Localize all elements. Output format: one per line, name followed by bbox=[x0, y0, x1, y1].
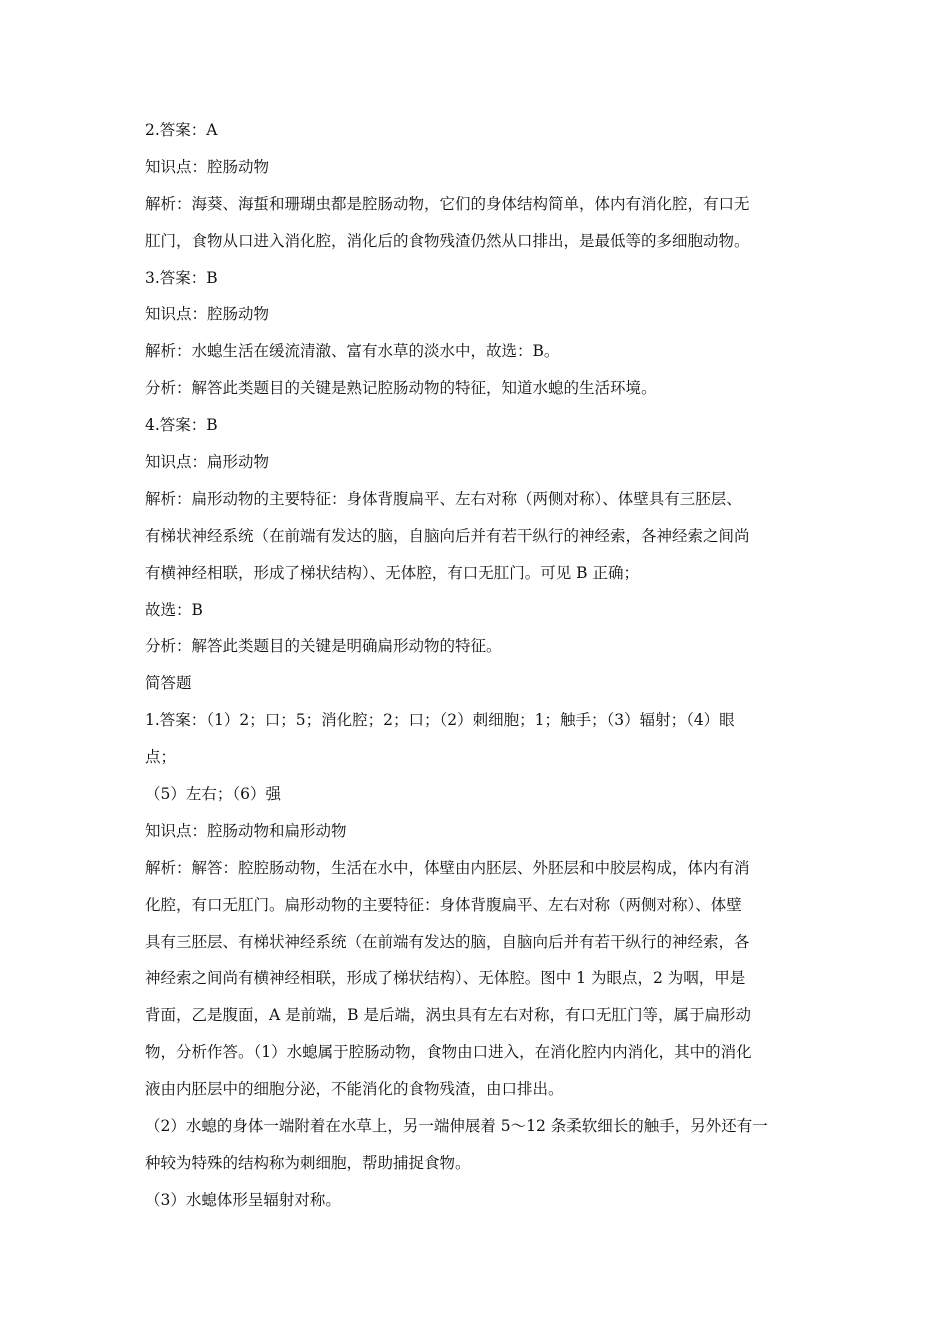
text-line: 化腔，有口无肛门。扁形动物的主要特征：身体背腹扁平、左右对称（两侧对称）、体壁 bbox=[145, 895, 742, 914]
text-line: 知识点：扁形动物 bbox=[145, 453, 270, 472]
text-line: 4.答案：B bbox=[145, 416, 218, 435]
text-line: 有梯状神经系统（在前端有发达的脑，自脑向后并有若干纵行的神经索，各神经索之间尚 bbox=[145, 526, 750, 545]
text-line: （2）水螅的身体一端附着在水草上，另一端伸展着 5～12 条柔软细长的触手，另外还有一 bbox=[145, 1117, 768, 1136]
text-line: 分析：解答此类题目的关键是明确扁形动物的特征。 bbox=[145, 637, 502, 656]
text-line: 具有三胚层、有梯状神经系统（在前端有发达的脑，自脑向后并有若干纵行的神经索，各 bbox=[145, 932, 750, 951]
text-line: 肛门，食物从口进入消化腔，消化后的食物残渣仍然从口排出，是最低等的多细胞动物。 bbox=[145, 231, 750, 250]
text-line: 解析：海葵、海蜇和珊瑚虫都是腔肠动物，它们的身体结构简单，体内有消化腔，有口无 bbox=[145, 194, 750, 213]
section-heading: 简答题 bbox=[145, 674, 192, 693]
text-line: 分析：解答此类题目的关键是熟记腔肠动物的特征，知道水螅的生活环境。 bbox=[145, 379, 657, 398]
text-line: （5）左右；（6）强 bbox=[145, 785, 281, 804]
text-line: 种较为特殊的结构称为刺细胞，帮助捕捉食物。 bbox=[145, 1153, 471, 1172]
text-line: 点； bbox=[145, 748, 177, 767]
text-line: （3）水螅体形呈辐射对称。 bbox=[145, 1190, 341, 1209]
document-page bbox=[145, 112, 810, 1219]
text-line: 解析：水螅生活在缓流清澈、富有水草的淡水中，故选：B。 bbox=[145, 342, 560, 361]
text-line: 故选：B bbox=[145, 600, 203, 619]
text-line: 1.答案：（1）2；口；5；消化腔；2；口；（2）刺细胞；1；触手；（3）辐射；（4）眼 bbox=[145, 711, 735, 730]
text-line: 解析：解答：腔腔肠动物，生活在水中，体壁由内胚层、外胚层和中胶层构成，体内有消 bbox=[145, 858, 750, 877]
text-line: 物，分析作答。（1）水螅属于腔肠动物，食物由口进入，在消化腔内内消化，其中的消化 bbox=[145, 1043, 752, 1062]
text-line: 解析：扁形动物的主要特征：身体背腹扁平、左右对称（两侧对称）、体壁具有三胚层、 bbox=[145, 489, 742, 508]
text-line: 2.答案：A bbox=[145, 121, 218, 139]
text-line: 液由内胚层中的细胞分泌，不能消化的食物残渣，由口排出。 bbox=[145, 1080, 564, 1099]
text-line: 神经索之间尚有横神经相联，形成了梯状结构）、无体腔。图中 1 为眼点，2 为咽，甲是 bbox=[145, 969, 746, 988]
text-line: 知识点：腔肠动物 bbox=[145, 157, 270, 176]
text-line: 知识点：腔肠动物 bbox=[145, 305, 270, 324]
text-line: 3.答案：B bbox=[145, 268, 218, 287]
text-line: 有横神经相联，形成了梯状结构）、无体腔，有口无肛门。可见 B 正确； bbox=[145, 563, 639, 582]
text-line: 知识点：腔肠动物和扁形动物 bbox=[145, 821, 347, 840]
text-line: 背面，乙是腹面，A 是前端，B 是后端，涡虫具有左右对称，有口无肛门等，属于扁形动 bbox=[145, 1006, 751, 1025]
